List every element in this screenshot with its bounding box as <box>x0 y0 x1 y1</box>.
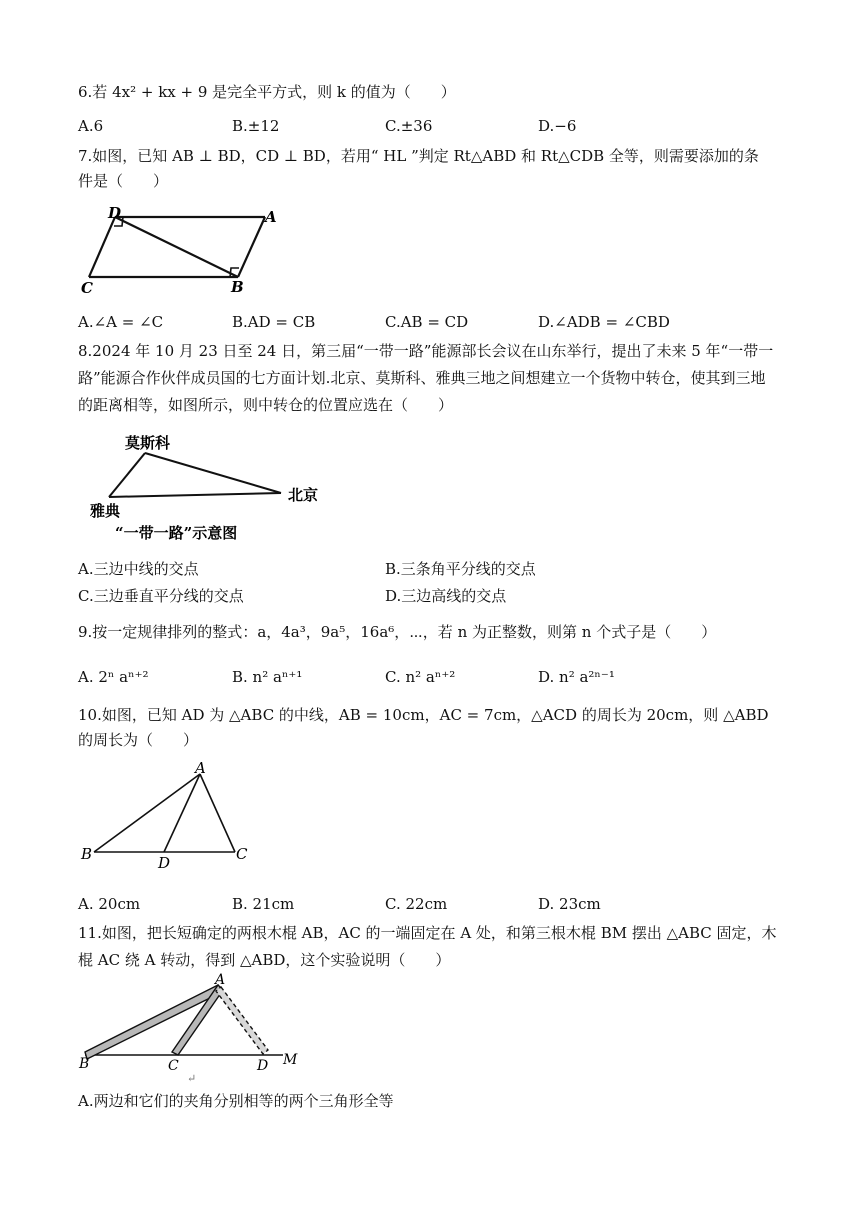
q7-option-c: C.AB = CD <box>385 313 469 331</box>
q6-option-a: A.6 <box>78 117 104 135</box>
q11-label-c: C <box>168 1058 179 1074</box>
q10-label-a: A <box>195 760 206 777</box>
q8-label-beijing: 北京 <box>288 486 319 504</box>
q11-option-a: A.两边和它们的夹角分别相等的两个三角形全等 <box>78 1092 394 1110</box>
q6-option-c: C.±36 <box>385 117 433 135</box>
q11-stem-line1: 11.如图，把长短确定的两根木棍 AB，AC 的一端固定在 A 处，和第三根木棍 BM 摆出 △ABC 固定，木 <box>78 924 777 942</box>
q8-option-a: A.三边中线的交点 <box>78 560 199 578</box>
q8-option-c: C.三边垂直平分线的交点 <box>78 587 244 605</box>
q8-stem-line1: 8.2024 年 10 月 23 日至 24 日，第三届“一带一路”能源部长会议在山东举行，提出了未来 5 年“一带一 <box>78 342 774 360</box>
q8-label-athens: 雅典 <box>90 502 121 520</box>
q11-label-m: M <box>283 1052 298 1068</box>
q7-option-b: B.AD = CB <box>232 313 316 331</box>
q9-stem: 9.按一定规律排列的整式：a，4a³，9a⁵，16a⁶，⋯，若 n 为正整数，则第 n 个式子是（ ） <box>78 623 717 641</box>
q7-label-a: A <box>265 208 277 226</box>
q10-label-c: C <box>236 845 248 863</box>
q7-label-d: D <box>108 204 122 222</box>
q10-label-b: B <box>81 845 93 863</box>
q9-option-d: D. n² a²ⁿ⁻¹ <box>538 668 615 686</box>
q8-stem-line3: 的距离相等，如图所示，则中转仓的位置应选在（ ） <box>78 396 454 414</box>
q10-option-d: D. 23cm <box>538 895 601 913</box>
q9-option-b: B. n² aⁿ⁺¹ <box>232 668 303 686</box>
q10-option-a: A. 20cm <box>78 895 141 913</box>
q8-figure <box>85 428 340 546</box>
q9-option-c: C. n² aⁿ⁺² <box>385 668 456 686</box>
q7-option-a: A.∠A = ∠C <box>78 313 164 331</box>
q7-option-d: D.∠ADB = ∠CBD <box>538 313 670 331</box>
q11-label-b: B <box>79 1056 90 1072</box>
q7-stem-line2: 件是（ ） <box>78 172 169 190</box>
q7-figure <box>75 200 290 300</box>
q11-label-d: D <box>257 1058 269 1074</box>
q8-figure-caption: “一带一路”示意图 <box>115 524 238 542</box>
q8-option-b: B.三条角平分线的交点 <box>385 560 536 578</box>
q11-stem-line2: 棍 AC 绕 A 转动，得到 △ABD，这个实验说明（ ） <box>78 951 451 969</box>
q11-label-a: A <box>215 972 226 988</box>
q6-stem: 6.若 4x² + kx + 9 是完全平方式，则 k 的值为（ ） <box>78 83 456 101</box>
q10-stem-line2: 的周长为（ ） <box>78 731 199 749</box>
q8-stem-line2: 路”能源合作伙伴成员国的七方面计划.北京、莫斯科、雅典三地之间想建立一个货物中转仓，使其到三地 <box>78 369 766 387</box>
q9-option-a: A. 2ⁿ aⁿ⁺² <box>78 668 149 686</box>
q10-figure <box>78 760 258 872</box>
q11-return-mark: ↵ <box>187 1072 197 1085</box>
q8-label-moscow: 莫斯科 <box>125 434 171 452</box>
q6-option-d: D.−6 <box>538 117 577 135</box>
q10-option-b: B. 21cm <box>232 895 295 913</box>
q10-label-d: D <box>158 854 171 872</box>
q10-option-c: C. 22cm <box>385 895 448 913</box>
q6-option-b: B.±12 <box>232 117 280 135</box>
q7-label-c: C <box>81 279 93 297</box>
q10-stem-line1: 10.如图，已知 AD 为 △ABC 的中线，AB = 10cm，AC = 7cm，△ACD 的周长为 20cm，则 △ABD <box>78 706 769 724</box>
q8-option-d: D.三边高线的交点 <box>385 587 507 605</box>
q7-stem-line1: 7.如图，已知 AB ⊥ BD，CD ⊥ BD，若用“ HL ”判定 Rt△ABD 和 Rt△CDB 全等，则需要添加的条 <box>78 147 759 165</box>
q11-figure <box>75 972 315 1087</box>
q7-label-b: B <box>231 278 244 296</box>
